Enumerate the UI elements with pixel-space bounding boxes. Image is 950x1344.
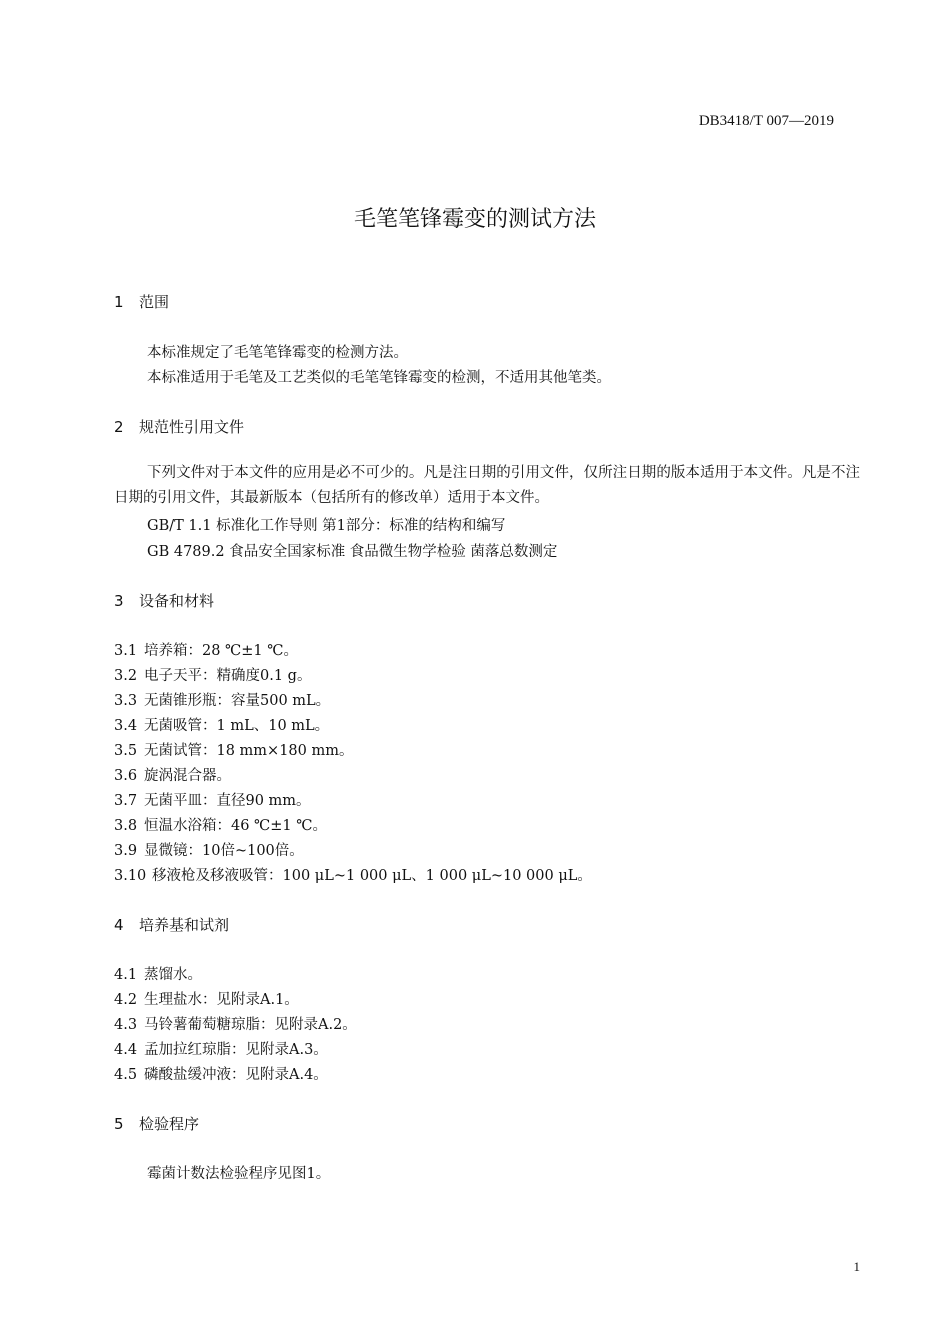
list-item <box>114 714 329 735</box>
item-number: 3.5 <box>114 743 138 759</box>
section-title: 范围 <box>139 293 170 311</box>
item-number: 4.3 <box>114 1017 138 1033</box>
section-4-heading <box>114 914 229 935</box>
item-text: 生理盐水：见附录A.1。 <box>144 992 299 1008</box>
section-number: 1 <box>114 293 124 311</box>
section-5-heading <box>114 1113 199 1134</box>
item-number: 3.4 <box>114 718 138 734</box>
paragraph: 霉菌计数法检验程序见图1。 <box>147 1166 331 1182</box>
reference-item: GB/T 1.1 标准化工作导则 第1部分：标准的结构和编写 <box>147 518 506 534</box>
item-number: 3.6 <box>114 768 138 784</box>
section-title: 培养基和试剂 <box>139 916 230 934</box>
section-1-heading <box>114 291 169 312</box>
item-text: 培养箱：28 ℃±1 ℃。 <box>144 643 298 659</box>
item-text: 无菌锥形瓶：容量500 mL。 <box>144 693 331 709</box>
item-number: 3.10 <box>114 868 147 884</box>
section-2-heading <box>114 416 244 437</box>
list-item <box>114 789 311 810</box>
list-item <box>114 664 311 685</box>
list-item <box>114 1063 328 1084</box>
item-number: 4.1 <box>114 967 138 983</box>
item-text: 旋涡混合器。 <box>144 768 231 784</box>
item-text: 无菌吸管：1 mL、10 mL。 <box>144 718 330 734</box>
item-text: 电子天平：精确度0.1 g。 <box>144 668 312 684</box>
list-item <box>114 963 202 984</box>
section-title: 规范性引用文件 <box>139 418 245 436</box>
item-number: 3.1 <box>114 643 138 659</box>
section-3-heading <box>114 590 214 611</box>
standard-code: DB3418/T 007—2019 <box>698 113 834 129</box>
list-item <box>114 689 330 710</box>
item-text: 无菌平皿：直径90 mm。 <box>144 793 311 809</box>
section-number: 3 <box>114 592 124 610</box>
item-text: 蒸馏水。 <box>144 967 202 983</box>
item-number: 3.2 <box>114 668 138 684</box>
document-title: 毛笔笔锋霉变的测试方法 <box>353 207 596 232</box>
item-number: 4.4 <box>114 1042 138 1058</box>
item-text: 无菌试管：18 mm×180 mm。 <box>144 743 354 759</box>
list-item <box>114 864 592 885</box>
section-number: 2 <box>114 418 124 436</box>
section-number: 5 <box>114 1115 124 1133</box>
section-title: 设备和材料 <box>139 592 215 610</box>
item-number: 3.3 <box>114 693 138 709</box>
paragraph: 本标准规定了毛笔笔锋霉变的检测方法。 <box>147 345 408 361</box>
item-number: 3.8 <box>114 818 138 834</box>
list-item <box>114 739 354 760</box>
section-title: 检验程序 <box>139 1115 200 1133</box>
page-number: 1 <box>853 1259 860 1274</box>
item-text: 马铃薯葡萄糖琼脂：见附录A.2。 <box>144 1017 357 1033</box>
item-number: 4.5 <box>114 1067 138 1083</box>
list-item <box>114 1013 357 1034</box>
item-text: 磷酸盐缓冲液：见附录A.4。 <box>144 1067 328 1083</box>
item-number: 3.9 <box>114 843 138 859</box>
item-text: 显微镜：10倍~100倍。 <box>144 843 304 859</box>
list-item <box>114 1038 328 1059</box>
item-number: 3.7 <box>114 793 138 809</box>
paragraph: 下列文件对于本文件的应用是必不可少的。凡是注日期的引用文件，仅所注日期的版本适用于本文件。凡是不注日期的引用文件，其最新版本（包括所有的修改单）适用于本文件。 <box>114 465 860 506</box>
reference-item: GB 4789.2 食品安全国家标准 食品微生物学检验 菌落总数测定 <box>147 544 558 560</box>
item-text: 孟加拉红琼脂：见附录A.3。 <box>144 1042 328 1058</box>
section-number: 4 <box>114 916 124 934</box>
list-item <box>114 764 231 785</box>
item-text: 恒温水浴箱：46 ℃±1 ℃。 <box>144 818 327 834</box>
list-item <box>114 814 327 835</box>
item-number: 4.2 <box>114 992 138 1008</box>
list-item <box>114 988 299 1009</box>
item-text: 移液枪及移液吸管：100 μL~1 000 μL、1 000 μL~10 000 μL。 <box>152 868 592 884</box>
paragraph: 本标准适用于毛笔及工艺类似的毛笔笔锋霉变的检测，不适用其他笔类。 <box>147 370 611 386</box>
list-item <box>114 639 298 660</box>
list-item <box>114 839 304 860</box>
